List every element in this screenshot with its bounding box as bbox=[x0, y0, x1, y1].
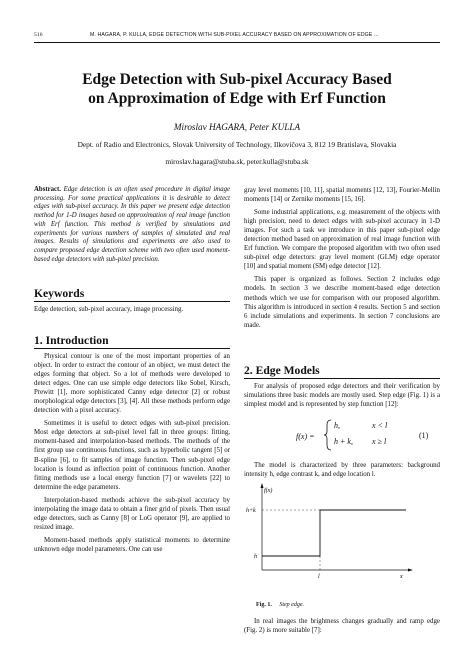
paper-title bbox=[34, 70, 440, 108]
intro-paragraph-3: Interpolation-based methods achieve the sub-pixel accuracy by interpolating the image data to obtain a finer grid of pixels. Then usual edge detectors, such as Canny [8] or LoG operator [9], are applied to resized image. bbox=[34, 496, 230, 531]
figure-tick-h: h bbox=[254, 554, 257, 560]
keywords-text: Edge detection, sub-pixel accuracy, image processing. bbox=[34, 306, 184, 313]
header-divider bbox=[34, 42, 440, 43]
equation-brace bbox=[324, 419, 332, 451]
intro-paragraph-1: Physical contour is one of the most important properties of an object. In order to extract the contour of an object, we must detect the edges forming that object. So a lot of methods were developed to detect edges. One can use simple edge detectors like Sobel, Kirsch, Prewitt [1], more sophisticated Canny edge detector [2] or robust morphological edge detectors [3], [4]. All these methods perform edge detection with a pixel accuracy. bbox=[34, 353, 230, 415]
figure-y-label: f(x) bbox=[264, 488, 273, 494]
equation-case-1-value: h, bbox=[334, 421, 340, 430]
abstract-lead: Abstract. bbox=[34, 186, 61, 193]
edge-models-paragraph-3: In real images the brightness changes gradually and ramp edge (Fig. 2) is more suitable [7]: bbox=[244, 618, 440, 635]
figure-1-label: Fig. 1. bbox=[256, 602, 272, 608]
edge-models-paragraph-1: For analysis of proposed edge detectors and their verification by simulations three basic models are mostly used. Step edge (Fig. 1) is a simplest model and is represented by step function [12]: bbox=[244, 383, 440, 409]
running-header bbox=[34, 32, 440, 42]
equation-case-2-value: h + k, bbox=[334, 437, 353, 446]
right-paragraph-2: Some industrial applications, e.g. measurement of the objects with high precision, need to detect edges with sub-pixel accuracy in 1-D images. For such a task we introduce in this paper sub-pixel edge detection method based on approximation of real image function with Erf function. We compare the proposed algorithm with two often used sub-pixel edge detectors: gray level moment (GLM) edge operator [10] and spatial moment (SM) edge detector [12]. bbox=[244, 209, 440, 271]
introduction-divider bbox=[34, 348, 230, 349]
keywords-divider bbox=[34, 301, 230, 302]
title-line-1: Edge Detection with Sub-pixel Accuracy Based bbox=[82, 71, 392, 88]
equation-lhs: f(x) = bbox=[296, 432, 315, 441]
author-emails: miroslav.hagara@stuba.sk, peter.kulla@stuba.sk bbox=[165, 157, 309, 166]
affiliation: Dept. of Radio and Electronics, Slovak University of Technology, Ilkovičova 3, 812 19 Bratislava, Slovakia bbox=[77, 140, 397, 149]
introduction-heading: 1. Introduction bbox=[34, 334, 109, 347]
title-line-2: on Approximation of Edge with Erf Function bbox=[88, 90, 386, 107]
right-paragraph-3: This paper is organized as follows. Section 2 includes edge models. In section 3 we describe moment-based edge detection methods which we use for comparison with our proposed algorithm. This algorithm is introduced in section 4 results. Section 5 and section 6 include simulations and experiments. In section 7 conclusions are made. bbox=[244, 276, 440, 329]
introduction-body bbox=[34, 352, 230, 554]
step-function-line bbox=[262, 510, 406, 556]
abstract bbox=[34, 186, 230, 264]
running-title: M. HAGARA, P. KULLA, EDGE DETECTION WITH SUB-PIXEL ACCURACY BASED ON APPROXIMATION OF EDGE ... bbox=[90, 32, 379, 38]
authors: Miroslav HAGARA, Peter KULLA bbox=[173, 122, 301, 132]
figure-1-caption-text: Step edge. bbox=[279, 602, 304, 608]
figure-1-caption bbox=[256, 602, 304, 608]
equation-case-1-condition: x < l bbox=[372, 421, 388, 430]
x-axis-arrow bbox=[408, 569, 413, 572]
edge-models-divider bbox=[244, 378, 440, 379]
intro-paragraph-2: Sometimes it is useful to detect edges with sub-pixel precision. Most edge detectors at sub-pixel level fall in three groups: fitting, moment-based and interpolation-based methods. The methods of the first group use continuous functions, such as hyperbolic tangent [5] or B-spline [6], to fit samples of image function. Then sub-pixel edge location is found as inflection point of continuous function. Another fitting methods use a local energy function [7] or wavelets [22] to determine the edge parameters. bbox=[34, 420, 230, 491]
edge-models-paragraph-2: The model is characterized by three parameters: background intensity h, edge contrast k, and edge location l. bbox=[244, 462, 440, 479]
step-edge-figure bbox=[244, 480, 414, 580]
intro-paragraph-4: Moment-based methods apply statistical moments to determine unknown edge model parameters. One can use bbox=[34, 536, 230, 553]
figure-tick-h-plus-k: h+k bbox=[246, 508, 256, 514]
equation-case-2-condition: x ≥ l bbox=[372, 437, 387, 446]
right-column-body bbox=[244, 186, 440, 330]
figure-x-label: x bbox=[400, 574, 403, 580]
right-paragraph-1: gray level moments [10, 11], spatial moments [12, 13], Fourier-Mellin moments [14] or Zernike moments [15, 16]. bbox=[244, 187, 440, 204]
figure-tick-l: l bbox=[318, 574, 320, 580]
abstract-text: Edge detection is an often used procedure in digital image processing. For some practical applications it is desirable to detect edges with sub-pixel accuracy. In this paper we present edge detection method for 1-D images based on approximation of real image function with Erf function. This method is verified by simulations and experiments for various numbers of samples of simulated and real images. Results of simulations and experiments are also used to compare proposed edge detection scheme with two often used moment-based edge detectors with sub-pixel precision. bbox=[34, 186, 231, 263]
equation-number: (1) bbox=[419, 431, 429, 440]
keywords-heading: Keywords bbox=[34, 287, 85, 300]
page-number: 516 bbox=[34, 32, 43, 38]
edge-models-heading: 2. Edge Models bbox=[244, 364, 320, 377]
